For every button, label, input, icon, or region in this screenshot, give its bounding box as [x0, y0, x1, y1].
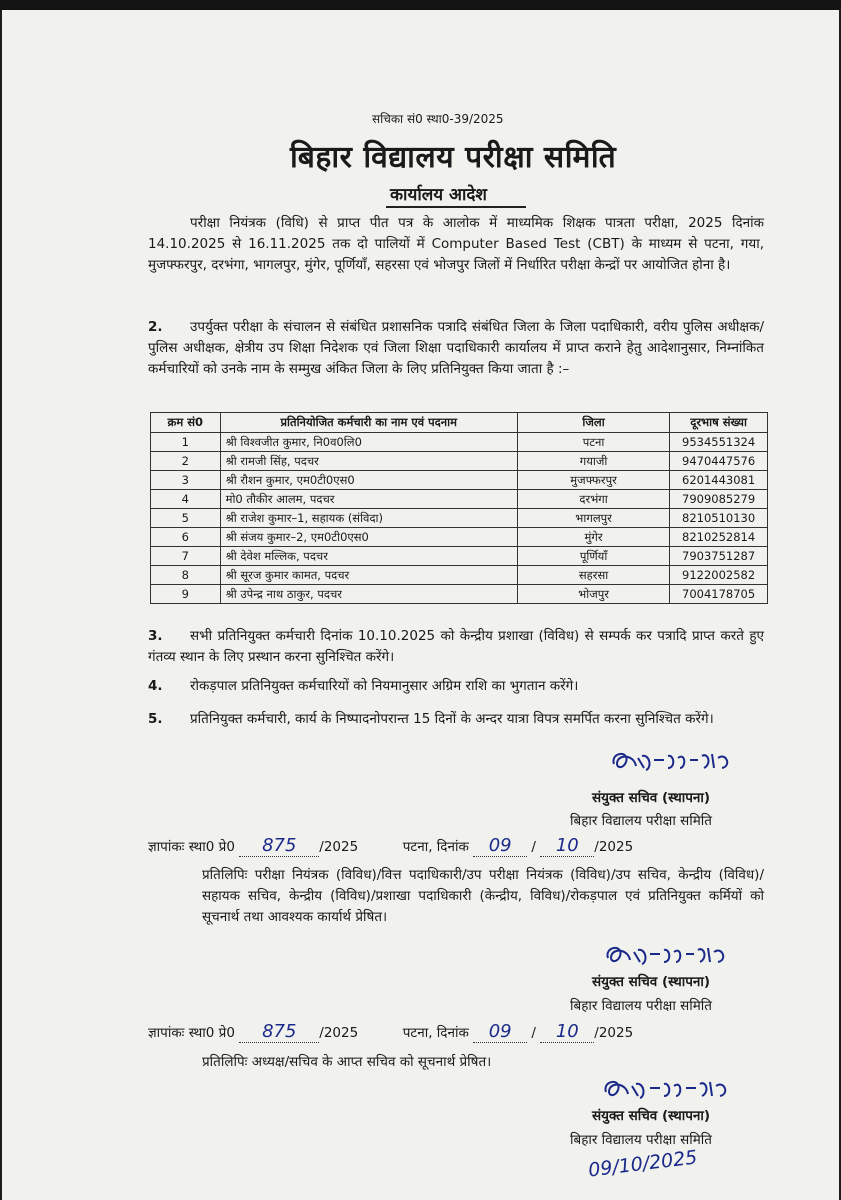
table-row [151, 547, 768, 566]
paragraph-1: परीक्षा नियंत्रक (विधि) से प्राप्त पीत पत्र के आलोक में माध्यमिक शिक्षक पात्रता परीक्षा, 2025 दिनांक 14.10.2025 से 16.11.2025 तक दो पालियों में Computer Based Test (CBT) के माध्यम से पटना, गया, मुजफ्फरपुर, दरभंगा, भागलपुर, मुंगेर, पूर्णियाँ, सहरसा एवं भोजपुर जिलों में निर्धारित परीक्षा केन्द्रों पर आयोजित होना है। [148, 215, 764, 273]
organization-title: बिहार विद्यालय परीक्षा समिति [290, 140, 617, 175]
name-cell: श्री राजेश कुमार–1, सहायक (संविदा) [220, 509, 517, 528]
header-name: प्रतिनियोजित कर्मचारी का नाम एवं पदनाम [220, 413, 517, 433]
memo-date-year: /2025 [594, 839, 634, 855]
name-cell: श्री उपेन्द्र नाथ ठाकुर, पदचर [220, 585, 517, 604]
serial-cell: 4 [151, 490, 221, 509]
name-cell: श्री रौशन कुमार, एम0टी0एस0 [220, 471, 517, 490]
handwritten-date: 09/10/2025 [587, 1146, 699, 1182]
phone-cell: 7903751287 [670, 547, 768, 566]
phone-cell: 9470447576 [670, 452, 768, 471]
name-cell: श्री सूरज कुमार कामत, पदचर [220, 566, 517, 585]
signatory-organization-3: बिहार विद्यालय परीक्षा समिति [570, 1132, 713, 1148]
signatory-designation-1: संयुक्त सचिव (स्थापना) [592, 790, 711, 806]
signatory-organization-1: बिहार विद्यालय परीक्षा समिति [570, 813, 713, 829]
name-cell: श्री रामजी सिंह, पदचर [220, 452, 517, 471]
document-page [2, 10, 839, 1200]
memo-year: /2025 [319, 1025, 359, 1041]
signatory-designation-2: संयुक्त सचिव (स्थापना) [592, 974, 711, 990]
phone-cell: 7004178705 [670, 585, 768, 604]
name-cell: श्री विश्वजीत कुमार, नि0व0लि0 [220, 433, 517, 452]
serial-cell: 2 [151, 452, 221, 471]
district-cell: भागलपुर [517, 509, 669, 528]
header-district: जिला [517, 413, 669, 433]
table-row [151, 433, 768, 452]
serial-cell: 9 [151, 585, 221, 604]
copy-to-list-1: प्रतिलिपिः परीक्षा नियंत्रक (विविध)/वित्त पदाधिकारी/उप परीक्षा नियंत्रक (विविध)/उप सचिव, केन्द्रीय (विविध)/सहायक सचिव, केन्द्रीय (विविध)/प्रशाखा पदाधिकारी (केन्द्रीय, विविध)/रोकड़पाल एवं प्रतिनियुक्त कर्मियों को सूचनार्थ तथा आवश्यक कार्यार्थ प्रेषित। [202, 867, 764, 925]
place-date-label: पटना, दिनांक [402, 839, 469, 855]
name-cell: श्री संजय कुमार–2, एम0टी0एस0 [220, 528, 517, 547]
paragraph-4 [148, 676, 764, 697]
signatory-organization-2: बिहार विद्यालय परीक्षा समिति [570, 998, 713, 1014]
district-cell: गयाजी [517, 452, 669, 471]
paragraph-4-number: 4. [148, 678, 163, 694]
table-header-row [151, 413, 768, 433]
header-serial: क्रम सं0 [151, 413, 221, 433]
paragraph-2-text: उपर्युक्त परीक्षा के संचालन से संबंधित प्रशासनिक पत्रादि संबंधित जिला के जिला पदाधिकारी, वरीय पुलिस अधीक्षक/पुलिस अधीक्षक, क्षेत्रीय उप शिक्षा निदेशक एवं जिला शिक्षा पदाधिकारी कार्यालय में प्राप्त कराने हेतु आदेशानुसार, निम्नांकित कर्मचारियों को उनके नाम के सम्मुख अंकित जिला के लिए प्रतिनियुक्त किया जाता है :– [148, 319, 764, 377]
top-bar [0, 0, 841, 10]
memo-day: 09 [473, 1022, 527, 1043]
phone-cell: 9122002582 [670, 566, 768, 585]
serial-cell: 8 [151, 566, 221, 585]
memo-day: 09 [473, 836, 527, 857]
paragraph-2 [148, 317, 764, 380]
serial-cell: 5 [151, 509, 221, 528]
district-cell: दरभंगा [517, 490, 669, 509]
table-row [151, 452, 768, 471]
heading-underline [386, 206, 526, 208]
phone-cell: 8210510130 [670, 509, 768, 528]
memo-year: /2025 [319, 839, 359, 855]
table-row [151, 490, 768, 509]
paragraph-3 [148, 626, 764, 668]
memo-month: 10 [540, 836, 594, 857]
paragraph-5 [148, 709, 764, 730]
signatory-designation-3: संयुक्त सचिव (स्थापना) [592, 1108, 711, 1124]
paragraph-3-number: 3. [148, 628, 163, 644]
copy-to-list-2: प्रतिलिपिः अध्यक्ष/सचिव के आप्त सचिव को सूचनार्थ प्रेषित। [202, 1054, 492, 1070]
memo-line-1: ज्ञापांकः स्था0 प्रे0 875 /2025 पटना, दिनांक 09 / 10 /2025 [148, 835, 634, 856]
office-order-heading: कार्यालय आदेश [390, 185, 487, 205]
table-row [151, 585, 768, 604]
memo-date-year: /2025 [594, 1025, 634, 1041]
paragraph-2-number: 2. [148, 319, 163, 335]
memo-prefix: ज्ञापांकः स्था0 प्रे0 [148, 1025, 235, 1041]
handwritten-signature-1 [608, 746, 738, 776]
serial-cell: 3 [151, 471, 221, 490]
table-row [151, 509, 768, 528]
memo-number: 875 [239, 836, 319, 857]
memo-month: 10 [540, 1022, 594, 1043]
table-row [151, 471, 768, 490]
memo-prefix: ज्ञापांकः स्था0 प्रे0 [148, 839, 235, 855]
name-cell: श्री देवेश मल्लिक, पदचर [220, 547, 517, 566]
table-row [151, 528, 768, 547]
district-cell: मुजफ्फरपुर [517, 471, 669, 490]
place-date-label: पटना, दिनांक [402, 1025, 469, 1041]
phone-cell: 9534551324 [670, 433, 768, 452]
serial-cell: 1 [151, 433, 221, 452]
phone-cell: 6201443081 [670, 471, 768, 490]
header-phone: दूरभाष संख्या [670, 413, 768, 433]
memo-number: 875 [239, 1022, 319, 1043]
paragraph-3-text: सभी प्रतिनियुक्त कर्मचारी दिनांक 10.10.2025 को केन्द्रीय प्रशाखा (विविध) से सम्पर्क कर पत्रादि प्राप्त करते हुए गंतव्य स्थान के लिए प्रस्थान करना सुनिश्चित करेंगे। [148, 628, 764, 665]
phone-cell: 7909085279 [670, 490, 768, 509]
district-cell: सहरसा [517, 566, 669, 585]
paragraph-5-number: 5. [148, 711, 163, 727]
phone-cell: 8210252814 [670, 528, 768, 547]
paragraph-5-text: प्रतिनियुक्त कर्मचारी, कार्य के निष्पादनोपरान्त 15 दिनों के अन्दर यात्रा विपत्र समर्पित करना सुनिश्चित करेंगे। [190, 711, 714, 727]
serial-cell: 6 [151, 528, 221, 547]
file-reference: सचिका सं0 स्था0-39/2025 [372, 112, 504, 126]
handwritten-signature-3 [600, 1072, 750, 1104]
table-row [151, 566, 768, 585]
name-cell: मो0 तौकीर आलम, पदचर [220, 490, 517, 509]
deputed-staff-table [150, 412, 768, 604]
memo-line-2: ज्ञापांकः स्था0 प्रे0 875 /2025 पटना, दिनांक 09 / 10 /2025 [148, 1021, 634, 1042]
district-cell: भोजपुर [517, 585, 669, 604]
handwritten-signature-2 [602, 938, 742, 970]
paragraph-4-text: रोकड़पाल प्रतिनियुक्त कर्मचारियों को नियमानुसार अग्रिम राशि का भुगतान करेंगे। [190, 678, 579, 694]
district-cell: मुंगेर [517, 528, 669, 547]
district-cell: पटना [517, 433, 669, 452]
district-cell: पूर्णियाँ [517, 547, 669, 566]
serial-cell: 7 [151, 547, 221, 566]
